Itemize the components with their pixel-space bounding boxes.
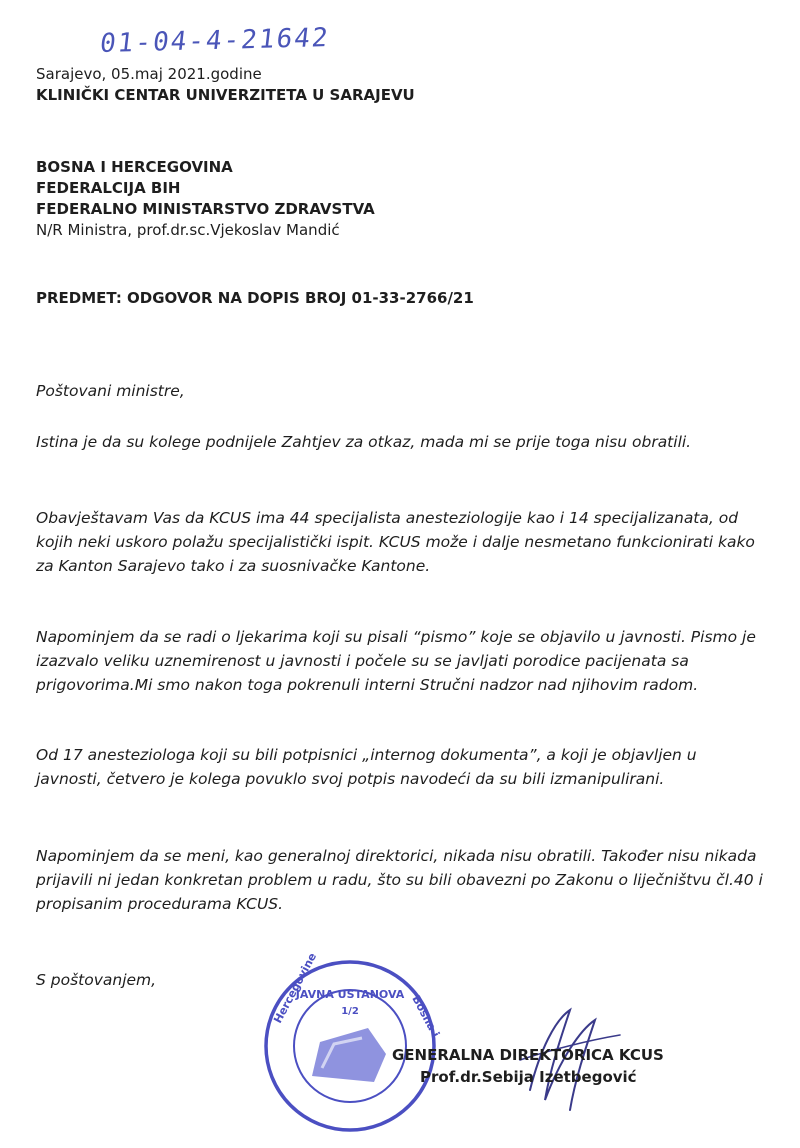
svg-text:Hercegovine: Hercegovine: [271, 950, 320, 1026]
letter-header: [36, 64, 415, 106]
sender-institution: KLINIČKI CENTAR UNIVERZITETA U SARAJEVU: [36, 86, 415, 104]
body-paragraph: Istina je da su kolege podnijele Zahtjev za otkaz, mada mi se prije toga nisu obratili.: [36, 433, 692, 451]
recipient-line: BOSNA I HERCEGOVINA: [36, 158, 233, 176]
recipient-line: N/R Ministra, prof.dr.sc.Vjekoslav Mandić: [36, 221, 340, 239]
body-paragraph: Napominjem da se meni, kao generalnoj direktorici, nikada nisu obratili. Također nisu nikada prijavili ni jedan konkretan problem u radu, što su bili obavezni po Zakonu o liječništvu čl.40 i propisanim procedurama KCUS.: [36, 847, 763, 913]
letter-subject: PREDMET: ODGOVOR NA DOPIS BROJ 01-33-2766/21: [36, 289, 474, 307]
stamp-number: 1/2: [341, 1006, 359, 1017]
svg-text:Bosna i: Bosna i: [409, 993, 443, 1040]
body-paragraph: Napominjem da se radi o ljekarima koji su pisali “pismo” koje se objavilo u javnosti. Pismo je izazvalo veliku uznemirenost u javnosti i počele su se javljati porodice pacijenata sa prigovorima.Mi smo nakon toga pokrenuli interni Stručni nadzor nad njihovim radom.: [36, 628, 756, 694]
svg-text:JAVNA USTANOVA: JAVNA USTANOVA: [295, 988, 405, 1001]
closing: S poštovanjem,: [36, 971, 157, 989]
recipient-address: [36, 157, 375, 241]
greeting: Poštovani ministre,: [36, 382, 185, 400]
handwritten-registration-number: 01-04-4-21642: [98, 22, 332, 60]
signature-block: [392, 1044, 664, 1088]
recipient-line: FEDERALNO MINISTARSTVO ZDRAVSTVA: [36, 200, 375, 218]
place-date: Sarajevo, 05.maj 2021.godine: [36, 65, 262, 83]
body-paragraph: Obavještavam Vas da KCUS ima 44 specijalista anesteziologije kao i 14 specijalizanata, od kojih neki uskoro polažu specijalistički ispit. KCUS može i dalje nesmetano funkcionirati kako za Kanton Sarajevo tako i za suosnivačke Kantone.: [36, 509, 755, 575]
signer-name: Prof.dr.Sebija Izetbegović: [420, 1068, 637, 1086]
body-paragraph: Od 17 anesteziologa koji su bili potpisnici „internog dokumenta”, a koji je objavljen u javnosti, četvero je kolega povuklo svoj potpis navodeći da su bili izmanipulirani.: [36, 746, 697, 788]
recipient-line: FEDERALCIJA BIH: [36, 179, 181, 197]
signer-title: GENERALNA DIREKTORICA KCUS: [392, 1046, 664, 1064]
